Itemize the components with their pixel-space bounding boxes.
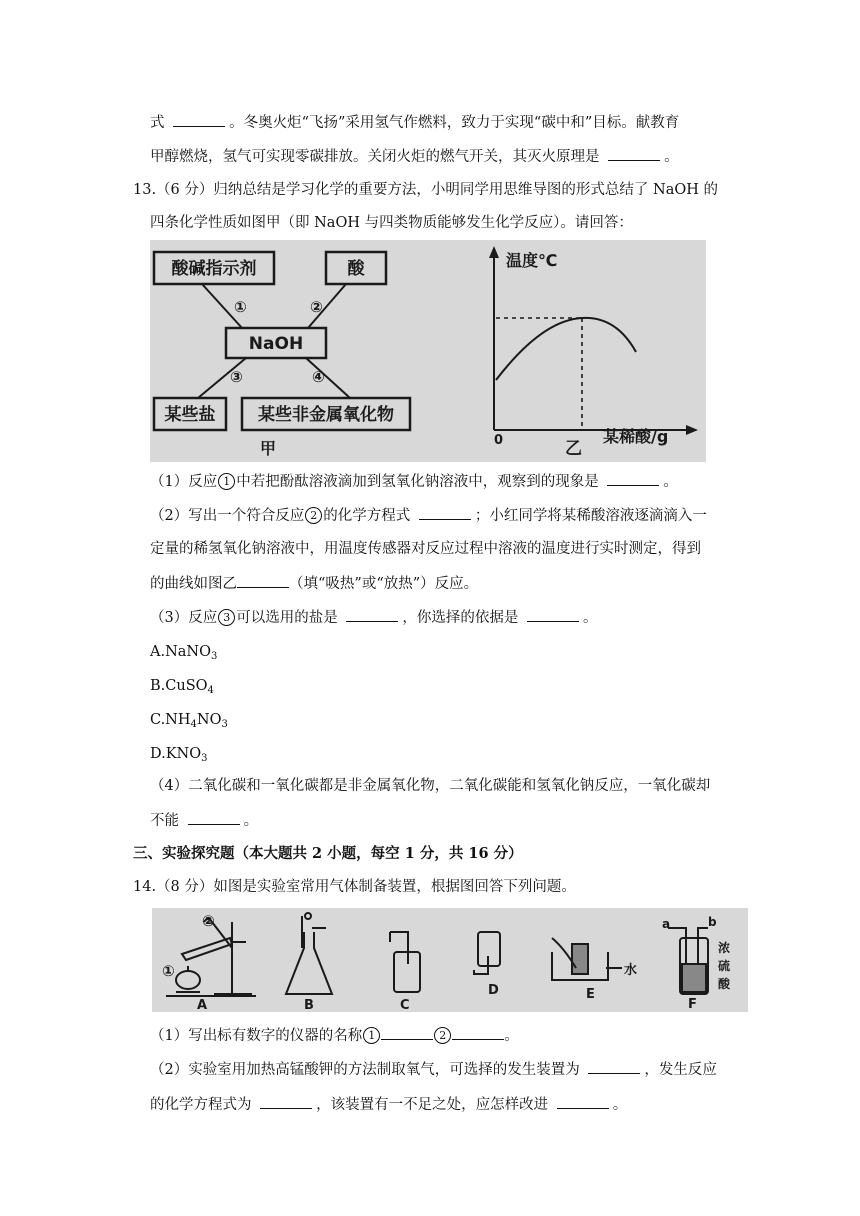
circled-number: 2 bbox=[434, 1027, 451, 1044]
text: 可以选用的盐是 bbox=[236, 610, 338, 626]
text: ，该装置有一不足之处，应怎样改进 bbox=[316, 1097, 549, 1113]
temperature-curve bbox=[496, 318, 636, 380]
circled-number: 1 bbox=[363, 1027, 380, 1044]
label-acid-1: 浓 bbox=[718, 941, 731, 955]
text: （1）写出标有数字的仪器的名称 bbox=[150, 1028, 363, 1044]
apparatus-c bbox=[390, 932, 420, 992]
q14-stem: 14.（8 分）如图是实验室常用气体制备装置，根据图回答下列问题。 bbox=[133, 879, 576, 895]
label-1: ① bbox=[234, 298, 247, 316]
label-water: 水 bbox=[624, 963, 638, 978]
x-axis-label: 某稀酸/g bbox=[603, 427, 669, 446]
label-2: ② bbox=[310, 298, 323, 316]
box-acid-label: 酸 bbox=[347, 259, 365, 279]
text: 的曲线如图乙 bbox=[150, 576, 237, 592]
subscript: 3 bbox=[201, 753, 208, 764]
label-f: F bbox=[688, 997, 697, 1012]
option-text: NO bbox=[196, 712, 222, 728]
label-b: B bbox=[304, 998, 314, 1012]
text: （1）反应 bbox=[150, 474, 218, 490]
label-4: ④ bbox=[312, 368, 325, 386]
text: ；小红同学将某稀酸溶液逐滴滴入一 bbox=[474, 508, 707, 524]
label-c: C bbox=[400, 998, 410, 1012]
text: ，发生反应 bbox=[644, 1062, 717, 1078]
y-axis-label: 温度℃ bbox=[506, 251, 558, 270]
text: 式 bbox=[150, 115, 165, 131]
answer-blank[interactable] bbox=[346, 607, 398, 622]
answer-blank[interactable] bbox=[588, 1059, 640, 1074]
option-d[interactable] bbox=[150, 744, 208, 764]
q13-part-4-line-2 bbox=[150, 810, 258, 831]
text: ，你选择的依据是 bbox=[402, 610, 519, 626]
answer-blank[interactable] bbox=[260, 1094, 312, 1109]
text: 。 bbox=[582, 610, 598, 626]
box-indicator-label: 酸碱指示剂 bbox=[171, 259, 257, 279]
text: 中若把酚酞溶液滴加到氢氧化钠溶液中，观察到的现象是 bbox=[236, 474, 599, 490]
label-acid-2: 硫 bbox=[718, 959, 731, 973]
q14-figure-svg bbox=[152, 908, 748, 1012]
y-arrow bbox=[489, 246, 499, 258]
text: 。 bbox=[663, 474, 678, 490]
text: 不能 bbox=[150, 813, 179, 829]
caption-yi: 乙 bbox=[565, 439, 582, 459]
box-naoh-label: NaOH bbox=[248, 334, 304, 354]
text: 的化学方程式 bbox=[323, 508, 411, 524]
box-oxide-label: 某些非金属氧化物 bbox=[258, 405, 394, 425]
q13-figure-svg bbox=[150, 240, 706, 462]
apparatus-a bbox=[166, 919, 256, 996]
subscript: 3 bbox=[221, 719, 228, 730]
answer-blank[interactable] bbox=[527, 607, 579, 622]
apparatus-f bbox=[668, 928, 708, 994]
q13-part-1 bbox=[150, 471, 678, 492]
option-text: B.CuSO bbox=[150, 678, 208, 694]
option-text: A.NaNO bbox=[150, 644, 211, 660]
label-d: D bbox=[488, 983, 499, 998]
origin-label: 0 bbox=[494, 433, 504, 448]
label-e: E bbox=[586, 987, 595, 1002]
circled-number: 3 bbox=[218, 609, 235, 626]
text: 的化学方程式为 bbox=[150, 1097, 252, 1113]
text: （填“吸热”或“放热”）反应。 bbox=[289, 576, 479, 592]
apparatus-e bbox=[552, 938, 622, 980]
text: 。 bbox=[612, 1097, 628, 1113]
answer-blank[interactable] bbox=[419, 505, 471, 520]
q14-apparatus-figure bbox=[152, 908, 748, 1012]
text: 甲醇燃烧，氢气可实现零碳排放。关闭火炬的燃气开关，其灭火原理是 bbox=[150, 149, 600, 165]
answer-blank[interactable] bbox=[557, 1094, 609, 1109]
option-a[interactable] bbox=[150, 642, 217, 662]
mark-2: ② bbox=[202, 912, 215, 930]
text: （2）实验室用加热高锰酸钾的方法制取氧气，可选择的发生装置为 bbox=[150, 1062, 580, 1078]
q13-stem-1: 13.（6 分）归纳总结是学习化学的重要方法，小明同学用思维导图的形式总结了 NaOH 的 bbox=[133, 182, 718, 198]
option-text: D.KNO bbox=[150, 746, 202, 762]
answer-blank[interactable] bbox=[188, 810, 240, 825]
q13-part-2-line-2: 定量的稀氢氧化钠溶液中，用温度传感器对反应过程中溶液的温度进行实时测定，得到 bbox=[150, 541, 701, 557]
mark-1: ① bbox=[162, 962, 175, 980]
q13-part-2 bbox=[150, 505, 707, 526]
label-acid-3: 酸 bbox=[718, 977, 731, 991]
label-3: ③ bbox=[230, 368, 243, 386]
text: 。 bbox=[504, 1028, 519, 1044]
q14-part-2 bbox=[150, 1059, 717, 1080]
intro-line-1 bbox=[150, 112, 679, 133]
intro-line-2 bbox=[150, 146, 679, 167]
label-b-port: b bbox=[708, 915, 717, 929]
answer-blank[interactable] bbox=[381, 1025, 433, 1040]
q13-figure bbox=[150, 240, 706, 462]
option-b[interactable] bbox=[150, 676, 214, 696]
label-a: A bbox=[197, 998, 208, 1012]
label-a-port: a bbox=[662, 917, 671, 931]
text: 。冬奥火炬“飞扬”采用氢气作燃料，致力于实现“碳中和”目标。献教育 bbox=[229, 115, 680, 131]
box-salt-label: 某些盐 bbox=[164, 405, 216, 425]
answer-blank[interactable] bbox=[237, 573, 289, 588]
circled-number: 2 bbox=[305, 507, 322, 524]
answer-blank[interactable] bbox=[608, 146, 660, 161]
q14-part-1 bbox=[150, 1025, 519, 1046]
answer-blank[interactable] bbox=[173, 112, 225, 127]
apparatus-d bbox=[474, 932, 500, 974]
circled-number: 1 bbox=[218, 473, 235, 490]
q13-stem-2: 四条化学性质如图甲（即 NaOH 与四类物质能够发生化学反应）。请回答： bbox=[150, 215, 633, 231]
answer-blank[interactable] bbox=[607, 471, 659, 486]
text: （3）反应 bbox=[150, 610, 218, 626]
answer-blank[interactable] bbox=[452, 1025, 504, 1040]
option-text: C.NH bbox=[150, 712, 191, 728]
option-c[interactable] bbox=[150, 710, 228, 730]
apparatus-b bbox=[286, 913, 332, 994]
x-arrow bbox=[686, 425, 698, 435]
text: 。 bbox=[243, 813, 259, 829]
subscript: 3 bbox=[211, 651, 218, 662]
section-heading: 三、实验探究题（本大题共 2 小题，每空 1 分，共 16 分） bbox=[133, 845, 523, 862]
q13-part-3 bbox=[150, 607, 597, 628]
text: （2）写出一个符合反应 bbox=[150, 508, 305, 524]
q14-part-2-line-2 bbox=[150, 1094, 627, 1115]
subscript: 4 bbox=[190, 719, 197, 730]
q13-part-2-line-3 bbox=[150, 573, 478, 594]
text: 。 bbox=[664, 149, 679, 165]
subscript: 4 bbox=[207, 685, 214, 696]
q13-part-4: （4）二氧化碳和一氧化碳都是非金属氧化物，二氧化碳能和氢氧化钠反应，一氧化碳却 bbox=[150, 778, 711, 794]
caption-jia: 甲 bbox=[260, 439, 277, 458]
